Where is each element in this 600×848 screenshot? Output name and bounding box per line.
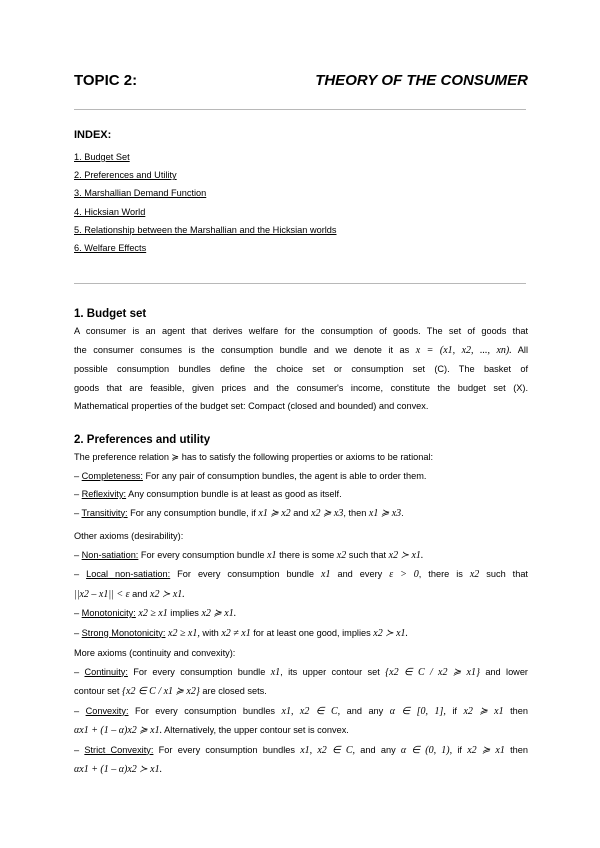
math: x2 ≽ x3: [311, 507, 344, 519]
math: {x2 ∈ C / x1 ≽ x2}: [122, 686, 200, 697]
axiom-label: Monotonicity:: [81, 608, 136, 618]
math: αx1 + (1 – α)x2 ≽ x1.: [74, 725, 163, 736]
math: x2: [469, 569, 480, 580]
math: x1 ≽ x3: [368, 507, 402, 519]
axiom-non-satiation: – Non-satiation: For every consumption bundle x1 there is some x2 such that x2 ≻ x1.: [74, 549, 424, 561]
text-line: Mathematical properties of the budget set: Compact (closed and bounded) and convex.: [74, 401, 429, 411]
math: α ∈ (0, 1),: [400, 744, 453, 756]
text-line: The preference relation ≽ has to satisfy the following properties or axioms to be rational:: [74, 452, 434, 462]
continuity-convexity-axioms: [74, 644, 528, 780]
index-heading: INDEX:: [74, 129, 112, 141]
text-run: such that: [346, 549, 389, 560]
text-line: possible consumption bundles define the choice set or consumption set (C). The basket of: [74, 364, 528, 374]
axiom-strict-convexity-cont: [74, 760, 528, 780]
text-run: For every consumption bundle: [127, 666, 271, 677]
text-run: then: [503, 705, 528, 716]
text-run: .: [401, 507, 404, 518]
index-item[interactable]: 1. Budget Set: [74, 152, 130, 162]
math: α ∈ [0, 1],: [389, 705, 446, 717]
text-run: , there is: [418, 569, 470, 579]
page-header: [74, 72, 528, 89]
text-run: if: [445, 705, 464, 716]
math: x1: [321, 569, 331, 580]
text-run: and: [129, 588, 150, 599]
text-run: and lower: [479, 666, 528, 677]
text-run: for at least one good, implies: [250, 627, 374, 638]
math: x1, x2 ∈ C,: [300, 744, 356, 756]
budget-paragraph: [74, 322, 528, 416]
text-run: and: [290, 507, 312, 518]
text-run: if: [452, 744, 468, 755]
text-run: with: [199, 627, 222, 638]
preferences-axioms: [74, 448, 528, 523]
math: x2 ≽ x1: [467, 744, 505, 756]
text-line: Other axioms (desirability):: [74, 531, 184, 541]
text-line: [74, 341, 528, 361]
text-run: implies: [167, 608, 202, 618]
math: x2 ≽ x1.: [201, 608, 237, 619]
axiom-label: Local non-satiation:: [86, 569, 171, 579]
text-run: For every consumption bundle: [138, 549, 268, 560]
math: x2 ≽ x1: [463, 705, 504, 717]
text-run: contour set: [74, 686, 123, 696]
text-line: goods that are feasible, given prices and the consumer's income, constitute the budget set (X).: [74, 382, 528, 393]
math-bundle: x = (x1, x2, ..., xn).: [415, 344, 512, 356]
math: x2 ≻ x1.: [388, 549, 424, 561]
text-run: For every consumption bundle: [170, 569, 322, 579]
math: x2 ≥ x1: [138, 608, 168, 619]
desirability-axioms: [74, 527, 528, 643]
math: x2 ≻ x1.: [373, 627, 409, 639]
axiom-label: Convexity:: [85, 705, 129, 716]
section-budget-title: 1. Budget set: [74, 308, 147, 320]
index-divider: [74, 283, 526, 284]
text-run: All: [511, 344, 528, 355]
math: x2 ≻ x1.: [150, 588, 185, 600]
axiom-convexity: – Convexity: For every consumption bundles x1, x2 ∈ C, and any α ∈ [0, 1], if x2 ≽ x1 then: [74, 705, 528, 717]
axiom-label: Transitivity:: [81, 507, 128, 518]
index-item[interactable]: 2. Preferences and Utility: [74, 170, 177, 181]
math: x1: [267, 549, 277, 561]
text-run: and every: [330, 569, 390, 579]
math: x2 ≠ x1: [221, 627, 251, 639]
math: x2: [336, 549, 347, 561]
text-run: there is some: [276, 549, 337, 560]
text-line: A consumer is an agent that derives welfare for the consumption of goods. The set of goods that: [74, 326, 528, 336]
math: x1, x2 ∈ C,: [281, 705, 341, 717]
math: αx1 + (1 – α)x2 ≻ x1.: [74, 764, 163, 775]
text-run: For every consumption bundles: [128, 705, 282, 716]
axiom-monotonicity: – Monotonicity: x2 ≥ x1 implies x2 ≽ x1.: [74, 608, 237, 619]
text-run: then: [504, 744, 529, 755]
axiom-completeness: – Completeness: For any pair of consumption bundles, the agent is able to order them.: [74, 470, 427, 481]
math: ε > 0: [389, 569, 419, 580]
axiom-continuity: – Continuity: For every consumption bundle x1, its upper contour set {x2 ∈ C / x2 ≽ x1} and lower: [74, 666, 528, 678]
text-run: and any: [355, 744, 401, 755]
math: x1: [270, 666, 281, 678]
math: {x2 ∈ C / x2 ≽ x1}: [385, 666, 480, 678]
text-run: For every consumption bundles: [153, 744, 301, 755]
header-divider: [74, 109, 526, 110]
axiom-local-non-satiation: – Local non-satiation: For every consumption bundle x1 and every ε > 0, there is x2 such that: [74, 569, 528, 580]
text-line: More axioms (continuity and convexity):: [74, 648, 236, 658]
index-item[interactable]: 3. Marshallian Demand Function: [74, 188, 207, 199]
axiom-transitivity: – Transitivity: For any consumption bundle, if x1 ≽ x2 and x2 ≽ x3, then x1 ≽ x3.: [74, 507, 404, 519]
axiom-label: Strong Monotonicity:: [81, 627, 166, 638]
text-run: the consumer consumes is the consumption bundle and we denote it as: [74, 344, 416, 355]
axiom-strict-convexity: – Strict Convexity: For every consumption bundles x1, x2 ∈ C, and any α ∈ (0, 1), if x2 ≽ x1 then: [74, 744, 529, 756]
math: x1 ≽ x2: [258, 507, 291, 519]
math: x2 ≥ x1,: [168, 627, 200, 639]
math: ||x2 – x1|| < ε: [74, 588, 130, 600]
text-run: and any: [340, 705, 390, 716]
axiom-continuity-cont: [74, 682, 528, 702]
section-preferences-title: 2. Preferences and utility: [74, 434, 211, 446]
index-item[interactable]: 4. Hicksian World: [74, 206, 146, 217]
text-run: , then: [343, 507, 369, 518]
axiom-label: Continuity:: [84, 666, 128, 677]
index-list: [74, 150, 337, 259]
axiom-label: Strict Convexity:: [84, 744, 154, 755]
text-run: For any consumption bundle, if: [127, 507, 259, 518]
axiom-convexity-cont: [74, 721, 528, 741]
axiom-label: Reflexivity:: [81, 489, 127, 499]
text-run: Alternatively, the upper contour set is convex.: [162, 725, 349, 735]
index-item[interactable]: 5. Relationship between the Marshallian and the Hicksian worlds: [74, 224, 337, 235]
text-run: For any pair of consumption bundles, the agent is able to order them.: [142, 470, 427, 481]
axiom-strong-monotonicity: – Strong Monotonicity: x2 ≥ x1, with x2 ≠ x1 for at least one good, implies x2 ≻ x1.: [74, 627, 409, 639]
axiom-label: Completeness:: [81, 470, 143, 481]
index-item[interactable]: 6. Welfare Effects: [74, 242, 147, 253]
topic-title: THEORY OF THE CONSUMER: [315, 72, 528, 89]
text-run: Any consumption bundle is at least as good as itself.: [126, 489, 342, 499]
axiom-local-non-satiation-cont: [74, 585, 528, 605]
axiom-label: Non-satiation:: [81, 549, 139, 560]
text-run: are closed sets.: [199, 686, 267, 696]
topic-label: TOPIC 2:: [74, 72, 138, 89]
text-run: , its upper contour set: [280, 666, 386, 677]
text-run: such that: [479, 569, 528, 579]
axiom-reflexivity: – Reflexivity: Any consumption bundle is at least as good as itself.: [74, 489, 342, 499]
